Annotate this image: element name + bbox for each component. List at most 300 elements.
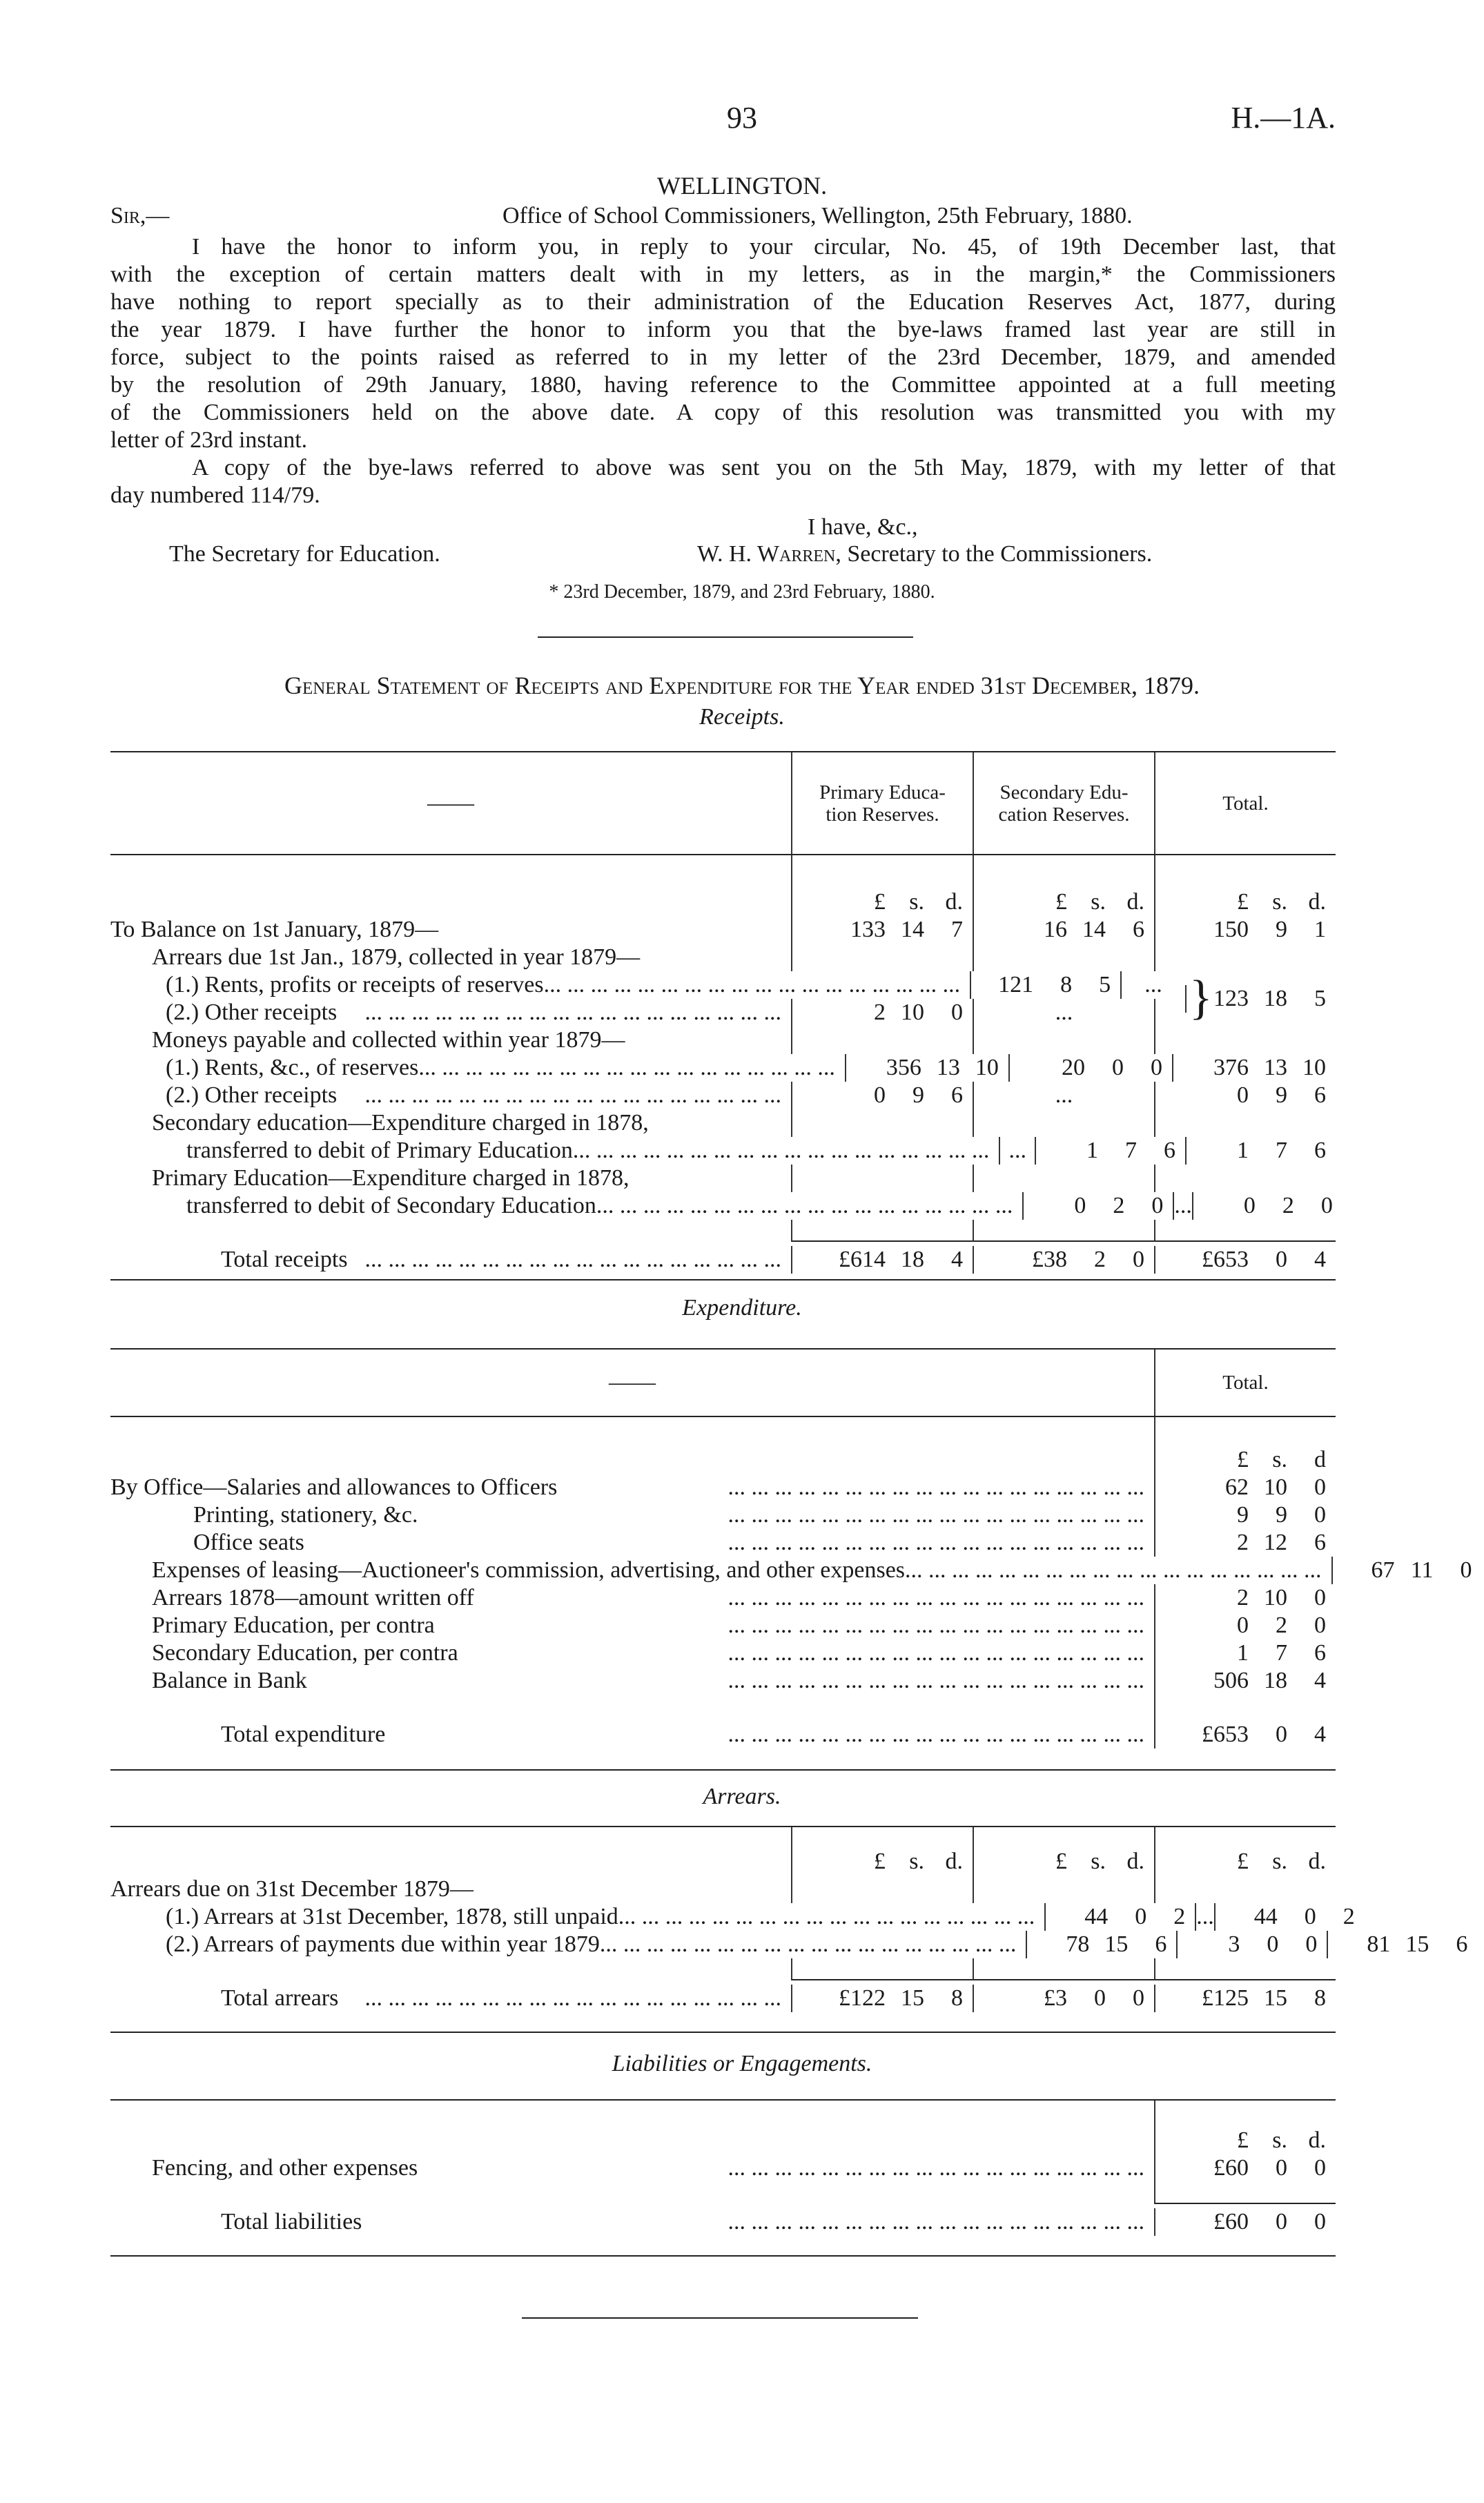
row-label: [110, 944, 791, 971]
amount-cell: [791, 1958, 973, 1980]
shillings: 0: [1276, 1247, 1287, 1272]
shillings: 0: [1276, 2155, 1287, 2181]
table-row: [110, 944, 1336, 971]
arrears-title: Arrears.: [703, 1784, 781, 1809]
row-label: [110, 888, 791, 916]
label-text: Arrears due 1st Jan., 1879, collected in year 1879—: [152, 944, 641, 970]
pounds: £60: [1213, 2209, 1249, 2234]
dot-leader: ... ... ... ... ... ... ... ... ... ... ... ... ... ... ... ... ... ...: [728, 2155, 1144, 2181]
table-row: [110, 1639, 1336, 1667]
dot-leader: ... ... ... ... ... ... ... ... ... ... ... ... ... ... ... ... ... ...: [364, 1247, 781, 1272]
label-text: Secondary education—Expenditure charged in 1878,: [152, 1110, 649, 1136]
amount-cell: [845, 1054, 1008, 1082]
pounds: £125: [1202, 1985, 1249, 2011]
spacer-row: [110, 855, 1336, 888]
shillings: 0: [1135, 1904, 1147, 1929]
amount-cell: [1154, 1958, 1336, 1980]
row-label: [110, 1109, 791, 1137]
shillings: 2: [1276, 1613, 1287, 1638]
row-label: [110, 2208, 1154, 2236]
amount-cell: [1195, 1903, 1214, 1931]
expenditure-title: Expenditure.: [682, 1295, 802, 1321]
shillings: s.: [909, 1849, 924, 1874]
pounds: 506: [1213, 1668, 1249, 1693]
addressee: The Secretary for Education.: [169, 541, 440, 567]
shillings: 15: [1264, 1985, 1287, 2011]
column-header: Primary Educa- tion Reserves.: [791, 752, 973, 854]
office-line: Office of School Commissioners, Wellington, 25th February, 1880.: [502, 203, 1133, 228]
amount-cell: [791, 1246, 973, 1274]
header-blank: ——: [427, 790, 474, 816]
label-text: transferred to debit of Secondary Education: [186, 1193, 596, 1218]
dot-leader: ... ... ... ... ... ... ... ... ... ... ... ... ... ... ... ... ... ...: [596, 1193, 1013, 1218]
pence: d.: [945, 889, 963, 915]
pence: 8: [951, 1985, 963, 2011]
table-bottom-rule: [110, 2032, 1336, 2033]
pence: 2: [1173, 1904, 1186, 1929]
pence: 0: [1133, 1247, 1144, 1272]
pounds: £122: [839, 1985, 886, 2011]
dot-leader: ... ... ... ... ... ... ... ... ... ... ... ... ... ... ... ... ... ...: [364, 1082, 781, 1108]
amount-cell: [973, 1958, 1154, 1980]
shillings: 2: [1113, 1193, 1125, 1218]
pounds: £: [1055, 1849, 1067, 1874]
shillings: 0: [1267, 1931, 1279, 1957]
column-header: Total.: [1154, 1350, 1336, 1416]
pence: 0: [1314, 2155, 1326, 2181]
row-label: [110, 1529, 1154, 1557]
paragraph-line: A copy of the bye-laws referred to above was sent you on the 5th May, 1879, with my letter of that: [192, 455, 1336, 480]
amount-cell: [1185, 971, 1336, 1024]
paragraph-2: [110, 454, 1336, 509]
paragraph-line: letter of 23rd instant.: [110, 427, 308, 453]
row-label: [110, 1639, 1154, 1667]
dot-leader: ... ... ... ... ... ... ... ... ... ... ... ... ... ... ... ... ... ...: [418, 1055, 835, 1080]
amount-cell: [1154, 1529, 1336, 1557]
table-row: [110, 1054, 1336, 1082]
dot-leader: ... ... ... ... ... ... ... ... ... ... ... ... ... ... ... ... ... ...: [728, 1640, 1144, 1666]
amount-cell: [791, 1220, 973, 1242]
shillings: 10: [1264, 1474, 1287, 1500]
row-label: [110, 1165, 791, 1192]
column-header: Total.: [1154, 752, 1336, 854]
shillings: 18: [1264, 986, 1287, 1011]
pounds: 20: [1061, 1055, 1085, 1080]
pence: d.: [1308, 1849, 1326, 1874]
pounds: 2: [874, 1000, 886, 1025]
pounds: 44: [1253, 1904, 1278, 1929]
dot-leader: ... ... ... ... ... ... ... ... ... ... ... ... ... ... ... ... ... ...: [728, 1668, 1144, 1693]
pence: 2: [1343, 1904, 1355, 1929]
pence: 0: [1305, 1931, 1318, 1957]
pence: 1: [1314, 917, 1326, 942]
amount-cell: [1172, 1054, 1336, 1082]
end-divider: [522, 2317, 918, 2319]
dot-leader: ... ... ... ... ... ... ... ... ... ... ... ... ... ... ... ... ... ...: [364, 1000, 781, 1025]
paragraph-1: [110, 233, 1336, 454]
row-label: [110, 1474, 1154, 1501]
amount-cell: [973, 1827, 1154, 1848]
table-row: [110, 1474, 1336, 1501]
amount-cell: [1120, 971, 1185, 999]
amount-cell: [1026, 1931, 1176, 1958]
label-text: To Balance on 1st January, 1879—: [110, 917, 439, 942]
row-label: [110, 1903, 1044, 1931]
pence: 0: [1150, 1055, 1162, 1080]
pence: 0: [1314, 1613, 1326, 1638]
pence: 5: [1099, 972, 1111, 997]
pounds: 0: [1074, 1193, 1086, 1218]
label-text: Total arrears: [221, 1985, 339, 2011]
table-row: [110, 1903, 1355, 1931]
table-row: [110, 1082, 1336, 1109]
row-label: [110, 1667, 1154, 1695]
receipts-title: Receipts.: [699, 704, 785, 730]
pounds: 0: [1237, 1082, 1249, 1108]
amount-cell: [1327, 1931, 1477, 1958]
pounds: 0: [1237, 1613, 1249, 1638]
label-text: Total expenditure: [221, 1722, 386, 1747]
pence: 10: [1302, 1055, 1326, 1080]
spacer-row: [110, 2101, 1336, 2127]
pounds: £: [1237, 2127, 1249, 2153]
label-text: transferred to debit of Primary Education: [186, 1138, 573, 1163]
amount-cell: [791, 1109, 973, 1137]
pence: 8: [1314, 1985, 1326, 2011]
pounds: 356: [886, 1055, 921, 1080]
row-label: [110, 1584, 1154, 1612]
row-label: [110, 1876, 791, 1903]
label-text: (1.) Arrears at 31st December, 1878, still unpaid: [166, 1904, 618, 1929]
pounds: 150: [1213, 917, 1249, 942]
pence: 6: [1314, 1138, 1326, 1163]
amount-cell: [1008, 1054, 1172, 1082]
spacer: [110, 2182, 1154, 2208]
paragraph-line: the year 1879. I have further the honor to inform you that the bye-laws framed last year are still in: [110, 317, 1336, 342]
row-label: [110, 1026, 791, 1054]
amount-cell: [1154, 855, 1336, 888]
amount-cell: [1154, 1501, 1336, 1529]
amount-cell: [791, 999, 973, 1026]
pence: d.: [1308, 889, 1326, 915]
units-row: [110, 888, 1336, 916]
shillings: 10: [901, 1000, 924, 1025]
pence: 6: [1314, 1082, 1326, 1108]
label-text: (1.) Rents, profits or receipts of reserves: [166, 972, 544, 997]
amount-cell: [1214, 1903, 1365, 1931]
table-row: [110, 1667, 1336, 1695]
empty-marker: ...: [1055, 1082, 1073, 1108]
pounds: 2: [1237, 1585, 1249, 1610]
shillings: 18: [901, 1247, 924, 1272]
amount-cell: [1154, 1876, 1336, 1903]
spacer: [110, 2101, 1154, 2127]
amount-cell: [791, 1827, 973, 1848]
table-row: [110, 1165, 1336, 1192]
pence: 6: [1164, 1138, 1175, 1163]
label-text: Balance in Bank: [152, 1668, 307, 1693]
amtrule-row: [110, 1958, 1336, 1985]
amount-cell: [973, 888, 1154, 916]
shillings: 0: [1111, 1055, 1124, 1080]
dot-leader: ... ... ... ... ... ... ... ... ... ... ... ... ... ... ... ... ... ...: [728, 1722, 1144, 1747]
amtrule-row: [110, 1220, 1336, 1246]
pence: 6: [1133, 917, 1144, 942]
pence: 4: [1314, 1668, 1326, 1693]
pence: 6: [1314, 1640, 1326, 1666]
row-label: [110, 1501, 1154, 1529]
letter-title: WELLINGTON.: [656, 172, 828, 199]
shillings: 8: [1060, 972, 1073, 997]
units-row: [110, 1446, 1336, 1474]
amount-cell: [1154, 1474, 1336, 1501]
shillings: 7: [1276, 1138, 1287, 1163]
pence: d.: [1126, 889, 1144, 915]
table-row: [110, 2154, 1336, 2182]
row-label: [110, 1192, 1022, 1220]
pounds: 81: [1367, 1931, 1391, 1957]
pence: 0: [1314, 2209, 1326, 2234]
amount-cell: [1331, 1557, 1482, 1584]
pounds: 16: [1044, 917, 1067, 942]
amount-cell: [973, 1109, 1154, 1137]
amtrule-row: [110, 2182, 1336, 2208]
dot-leader: ... ... ... ... ... ... ... ... ... ... ... ... ... ... ... ... ... ...: [728, 1530, 1144, 1555]
amount-cell: [791, 1165, 973, 1192]
pence: d.: [945, 1849, 963, 1874]
amount-cell: [970, 971, 1120, 999]
amount-cell: [1185, 1137, 1336, 1165]
amount-cell: [973, 1246, 1154, 1274]
amount-cell: [1154, 1639, 1336, 1667]
pounds: £3: [1044, 1985, 1067, 2011]
amount-cell: [1154, 1612, 1336, 1639]
column-header: Secondary Edu- cation Reserves.: [973, 752, 1154, 854]
row-label: [110, 999, 791, 1026]
label-text: Printing, stationery, &c.: [193, 1502, 418, 1528]
paragraph-line: by the resolution of 29th January, 1880, having reference to the Committee appointed at a full meeting: [110, 372, 1336, 398]
amount-cell: [1154, 2182, 1336, 2204]
shillings: 9: [1276, 1082, 1287, 1108]
table-bottom-rule: [110, 1279, 1336, 1280]
amount-cell: [1154, 1417, 1336, 1446]
table-row: [110, 1529, 1336, 1557]
row-label: [110, 1721, 1154, 1749]
liabilities-title: Liabilities or Engagements.: [612, 2051, 872, 2076]
signature-name: W. H. Warren,: [697, 541, 841, 567]
amount-cell: [791, 1848, 973, 1876]
shillings: 13: [1263, 1055, 1287, 1080]
table-row: [110, 1612, 1336, 1639]
row-label: [110, 1137, 999, 1165]
label-text: Primary Education, per contra: [152, 1613, 435, 1638]
pence: 0: [1151, 1193, 1164, 1218]
pence: 0: [1314, 1474, 1326, 1500]
amount-cell: [973, 1876, 1154, 1903]
pounds: 2: [1237, 1530, 1249, 1555]
table-header: [110, 1350, 1336, 1416]
pence: 0: [1460, 1557, 1472, 1583]
label-text: Total liabilities: [221, 2209, 362, 2234]
label-text: Primary Education—Expenditure charged in 1878,: [152, 1165, 629, 1191]
spacer: [110, 1958, 791, 1985]
amount-cell: [973, 1026, 1154, 1054]
amount-cell: [791, 1985, 973, 2012]
label-text: (2.) Arrears of payments due within year 1879: [166, 1931, 600, 1957]
shillings: 18: [1264, 1668, 1287, 1693]
amount-cell: [1154, 2208, 1336, 2236]
amount-cell: [1154, 1109, 1336, 1137]
shillings: s.: [1272, 1447, 1287, 1472]
amount-cell: [1154, 1985, 1336, 2012]
empty-marker: ...: [1196, 1904, 1214, 1929]
amount-cell: [791, 1876, 973, 1903]
pounds: £: [1237, 1447, 1249, 1472]
amount-cell: [1154, 888, 1336, 916]
brace-icon: }: [1189, 971, 1213, 1024]
pence: 4: [951, 1247, 963, 1272]
dot-leader: ... ... ... ... ... ... ... ... ... ... ... ... ... ... ... ... ... ...: [572, 1138, 990, 1163]
table-row: [110, 916, 1336, 944]
spacer: [110, 855, 791, 888]
pounds: 123: [1213, 986, 1249, 1011]
pence: 0: [1314, 1585, 1326, 1610]
shillings: 7: [1125, 1138, 1137, 1163]
pence: 4: [1314, 1247, 1326, 1272]
arrears-table: [110, 1826, 1468, 2033]
spacer-row: [110, 1417, 1336, 1446]
pounds: 3: [1228, 1931, 1240, 1957]
shillings: s.: [1272, 889, 1287, 915]
amount-cell: [1154, 944, 1336, 971]
pounds: 1: [1086, 1138, 1098, 1163]
pounds: 78: [1066, 1931, 1090, 1957]
spacer: [110, 1695, 1154, 1721]
paragraph-line: I have the honor to inform you, in reply to your circular, No. 45, of 19th December last, that: [192, 234, 1336, 260]
amount-cell: [1154, 1220, 1336, 1242]
shillings: 2: [1094, 1247, 1106, 1272]
pence: 0: [1320, 1193, 1333, 1218]
pounds: 67: [1371, 1557, 1395, 1583]
receipts-table: [110, 751, 1336, 1280]
shillings: 11: [1410, 1557, 1434, 1583]
signature: [697, 541, 1152, 567]
shillings: 15: [901, 1985, 924, 2011]
pence: d.: [1308, 2127, 1326, 2153]
table-row: [110, 1246, 1336, 1274]
amount-cell: [1154, 1082, 1336, 1109]
table-row: [110, 1721, 1336, 1749]
amount-cell: [1154, 1827, 1336, 1848]
units-row: [110, 1848, 1336, 1876]
pounds: 376: [1213, 1055, 1249, 1080]
spacer: [110, 1220, 791, 1246]
shillings: s.: [909, 889, 924, 915]
label-text: Office seats: [193, 1530, 304, 1555]
amount-cell: [791, 944, 973, 971]
shillings: 9: [1276, 1502, 1287, 1528]
pounds: 1: [1237, 1640, 1249, 1666]
table-row: [110, 1584, 1336, 1612]
document-reference: H.—1A.: [1231, 101, 1336, 135]
amount-cell: [1176, 1931, 1327, 1958]
salutation: Sir,—: [110, 203, 170, 228]
divider: [538, 636, 913, 638]
amount-cell: [791, 1082, 973, 1109]
empty-marker: ...: [1144, 972, 1162, 997]
row-label: [110, 1931, 1026, 1958]
label-text: Fencing, and other expenses: [152, 2155, 418, 2181]
amount-cell: [791, 888, 973, 916]
empty-marker: ...: [1055, 1000, 1073, 1025]
shillings: 14: [901, 917, 924, 942]
row-label: [110, 1246, 791, 1274]
empty-marker: ...: [1008, 1138, 1026, 1163]
shillings: 9: [1276, 917, 1287, 942]
amount-cell: [973, 1220, 1154, 1242]
amount-cell: [1154, 1848, 1336, 1876]
table-row: [110, 1109, 1336, 1137]
shillings: 9: [912, 1082, 924, 1108]
dot-leader: ... ... ... ... ... ... ... ... ... ... ... ... ... ... ... ... ... ...: [905, 1557, 1322, 1583]
shillings: s.: [1272, 1849, 1287, 1874]
row-label: [110, 2127, 1154, 2154]
label-text: (2.) Other receipts: [166, 1000, 338, 1025]
amount-cell: [791, 1026, 973, 1054]
dot-leader: ... ... ... ... ... ... ... ... ... ... ... ... ... ... ... ... ... ...: [543, 972, 961, 997]
label-text: By Office—Salaries and allowances to Officers: [110, 1474, 558, 1500]
label-text: Arrears due on 31st December 1879—: [110, 1876, 473, 1902]
table-row: [110, 1876, 1336, 1903]
amount-cell: [973, 1985, 1154, 2012]
spacer: [110, 1827, 791, 1848]
pounds: 62: [1225, 1474, 1249, 1500]
liabilities-table: [110, 2099, 1336, 2257]
amount-cell: [1173, 1192, 1192, 1220]
table-row: [110, 999, 1336, 1026]
table-row: [110, 1501, 1336, 1529]
paragraph-line: with the exception of certain matters dealt with in my letters, as in the margin,* the Commissioners: [110, 262, 1336, 287]
shillings: 14: [1082, 917, 1106, 942]
shillings: s.: [1272, 2127, 1287, 2153]
dot-leader: ... ... ... ... ... ... ... ... ... ... ... ... ... ... ... ... ... ...: [728, 1502, 1144, 1528]
amount-cell: [1154, 1446, 1336, 1474]
shillings: 0: [1276, 2209, 1287, 2234]
shillings: 0: [1094, 1985, 1106, 2011]
shillings: 13: [936, 1055, 960, 1080]
row-label: [110, 1985, 791, 2012]
table-row: [110, 2208, 1336, 2236]
amount-cell: [1154, 916, 1336, 944]
pounds: 0: [874, 1082, 886, 1108]
units-row: [110, 2127, 1336, 2154]
shillings: 15: [1104, 1931, 1129, 1957]
amount-cell: [791, 916, 973, 944]
table-bottom-rule: [110, 1769, 1336, 1771]
amount-cell: [1154, 1695, 1336, 1721]
amount-cell: [1044, 1903, 1195, 1931]
pounds: 44: [1084, 1904, 1109, 1929]
pence: 6: [951, 1082, 963, 1108]
pence: d.: [1126, 1849, 1144, 1874]
dot-leader: ... ... ... ... ... ... ... ... ... ... ... ... ... ... ... ... ... ...: [728, 2209, 1144, 2234]
amount-cell: [1154, 1667, 1336, 1695]
row-label: [110, 1082, 791, 1109]
amount-cell: [1154, 1584, 1336, 1612]
pounds: £653: [1202, 1722, 1249, 1747]
table-bottom-rule: [110, 2255, 1336, 2257]
shillings: 2: [1282, 1193, 1294, 1218]
